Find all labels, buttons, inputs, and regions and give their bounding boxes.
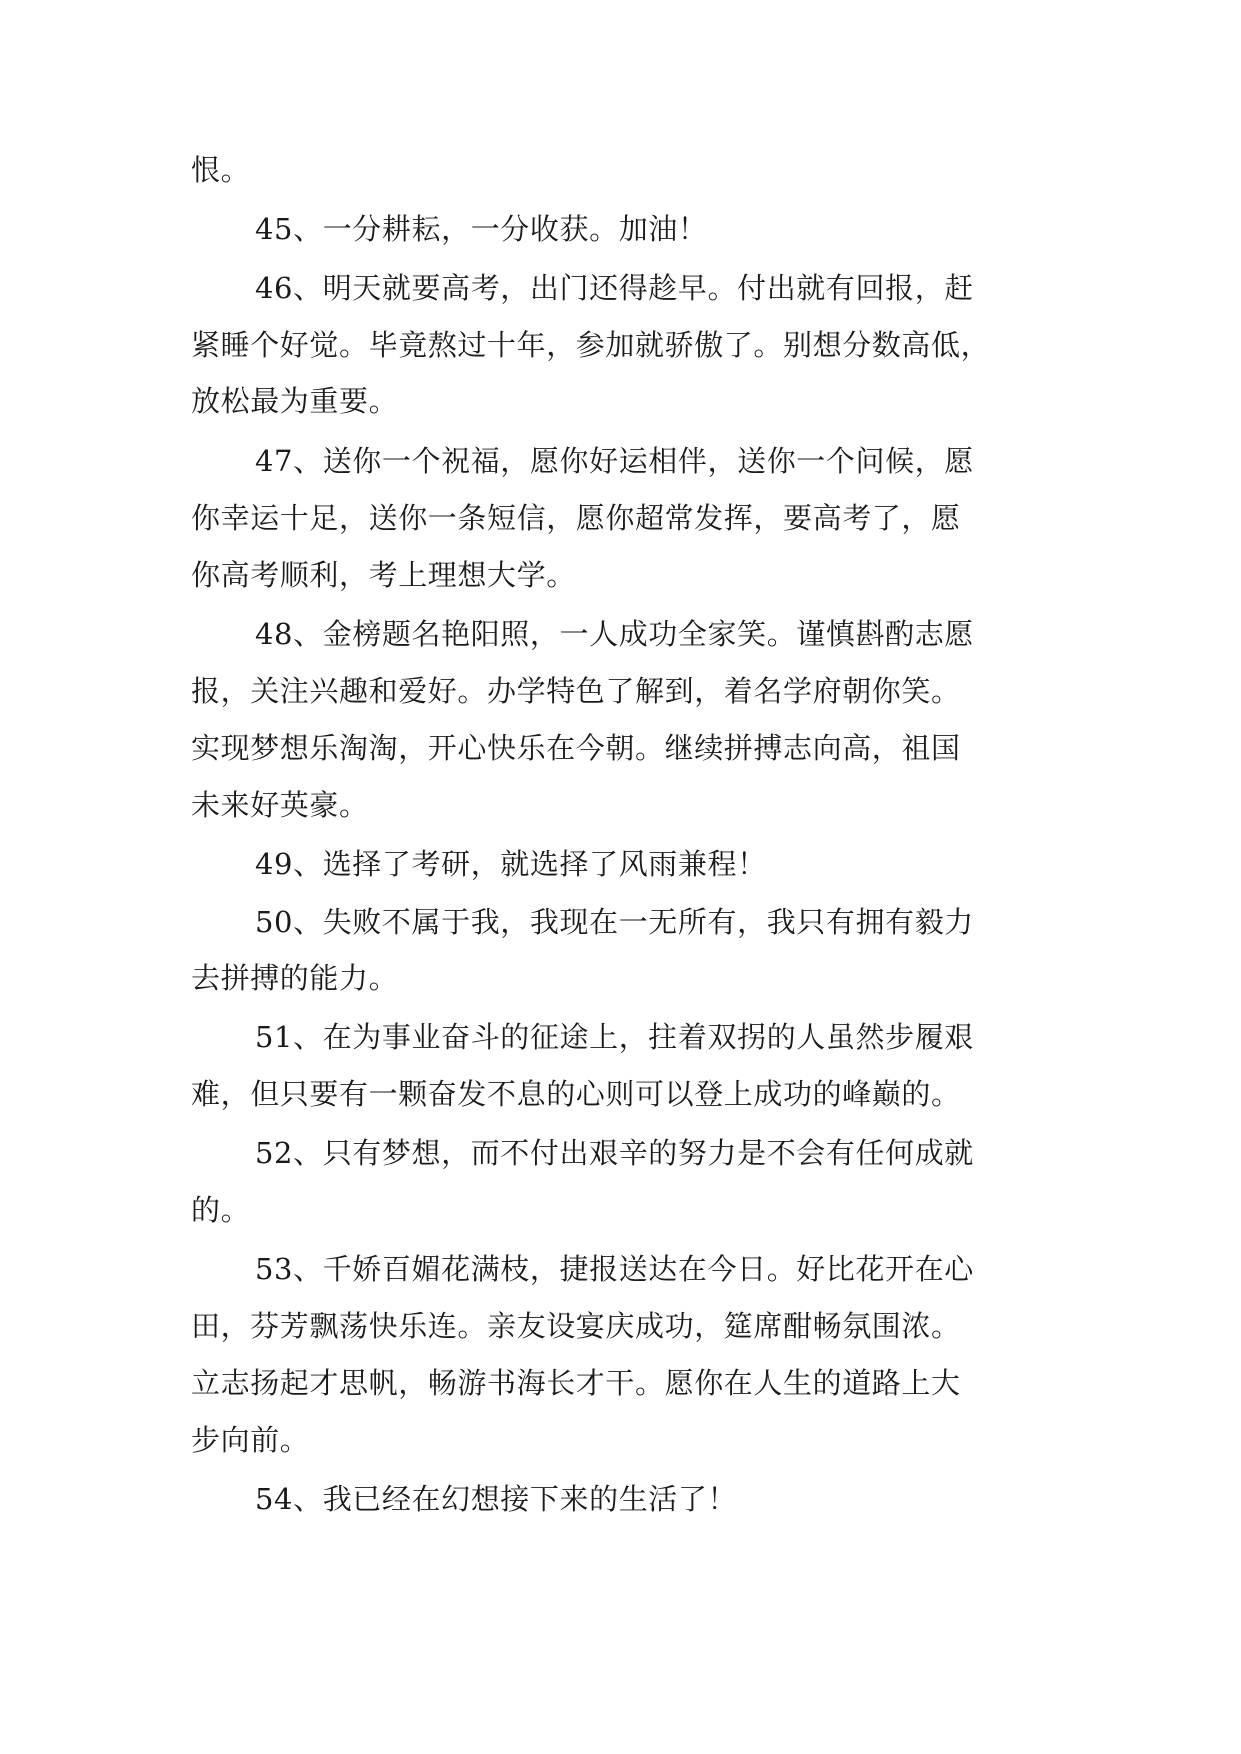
text-line: 54、我已经在幻想接下来的生活了！ [255, 1482, 738, 1516]
text-line: 50、失败不属于我，我现在一无所有，我只有拥有毅力 [255, 905, 974, 939]
text-line: 放松最为重要。 [191, 384, 399, 418]
text-line: 立志扬起才思帆，畅游书海长才干。愿你在人生的道路上大 [191, 1366, 961, 1400]
text-line: 田，芬芳飘荡快乐连。亲友设宴庆成功，筵席酣畅氛围浓。 [191, 1309, 961, 1343]
text-line: 紧睡个好觉。毕竟熬过十年，参加就骄傲了。别想分数高低， [191, 328, 991, 362]
text-line: 难，但只要有一颗奋发不息的心则可以登上成功的峰巅的。 [191, 1077, 961, 1111]
text-line: 46、明天就要高考，出门还得趁早。付出就有回报，赶 [255, 271, 974, 305]
text-line: 未来好英豪。 [191, 788, 369, 822]
text-line: 51、在为事业奋斗的征途上，拄着双拐的人虽然步履艰 [255, 1020, 974, 1054]
text-line: 49、选择了考研，就选择了风雨兼程！ [255, 847, 767, 881]
text-line: 去拼搏的能力。 [191, 961, 399, 995]
text-line: 53、千娇百媚花满枝，捷报送达在今日。好比花开在心 [255, 1252, 974, 1286]
text-line: 步向前。 [191, 1423, 310, 1457]
text-line: 恨。 [191, 153, 251, 187]
text-line: 52、只有梦想，而不付出艰辛的努力是不会有任何成就 [255, 1136, 974, 1170]
text-line: 48、金榜题名艳阳照，一人成功全家笑。谨慎斟酌志愿 [255, 617, 974, 651]
text-line: 47、送你一个祝福，愿你好运相伴，送你一个问候，愿 [255, 444, 974, 478]
text-line: 45、一分耕耘，一分收获。加油！ [255, 212, 708, 246]
text-line: 报，关注兴趣和爱好。办学特色了解到，着名学府朝你笑。 [191, 674, 961, 708]
text-line: 你幸运十足，送你一条短信，愿你超常发挥，要高考了，愿 [191, 501, 961, 535]
text-line: 你高考顺利，考上理想大学。 [191, 558, 576, 592]
text-line: 的。 [191, 1193, 251, 1227]
text-line: 实现梦想乐淘淘，开心快乐在今朝。继续拼搏志向高，祖国 [191, 731, 961, 765]
